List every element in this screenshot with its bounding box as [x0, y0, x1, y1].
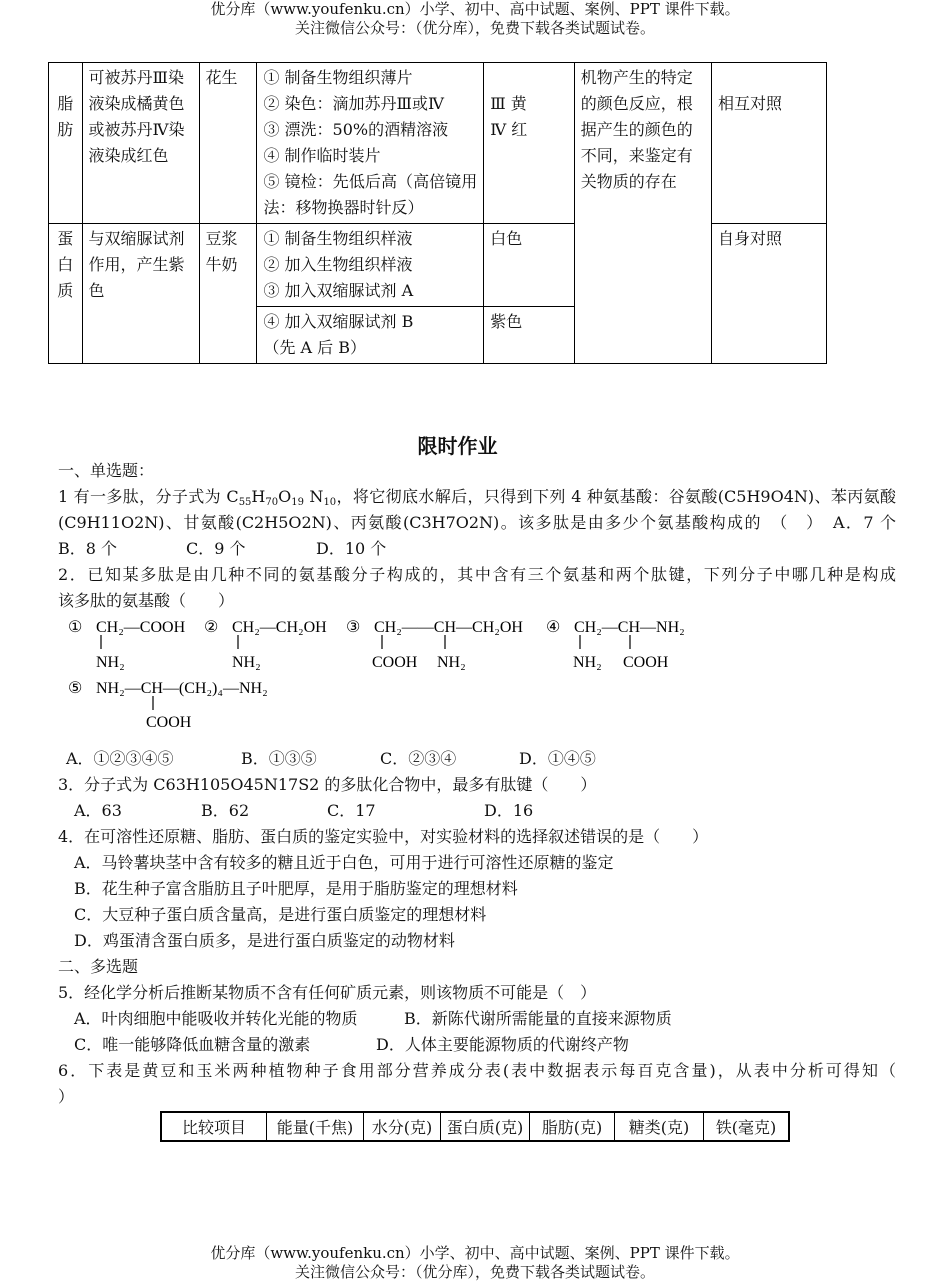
q4-text: 4．在可溶性还原糖、脂肪、蛋白质的鉴定实验中，对实验材料的选择叙述错误的是（ ）	[58, 827, 709, 846]
structure-1-bottom: NH₂	[96, 654, 125, 671]
footer-line-2: 关注微信公众号：（优分库），免费下载各类试题试卷。	[294, 1263, 655, 1281]
q3-text: 3．分子式为 C63H105O45N17S2 的多肽化合物中，最多有肽键（ ）	[58, 775, 597, 794]
structure-3-number: ③	[346, 619, 361, 636]
cell-fat-name: 脂肪	[49, 63, 83, 224]
homework-title: 限时作业	[417, 434, 498, 458]
cell-protein-material: 豆浆牛奶	[199, 224, 257, 364]
page-footer	[0, 1244, 950, 1282]
structure-4-bottom-right: COOH	[623, 654, 669, 671]
q4-option-a: A．马铃薯块茎中含有较多的糖且近于白色，可用于进行可溶性还原糖的鉴定	[74, 853, 614, 872]
footer-line-1: 优分库（www.youfenku.cn）小学、初中、高中试题、案例、PPT 课件下载。	[210, 1244, 740, 1262]
q1-line-1: 1 有一多肽，分子式为 $C_{55}H_{70}O_{19}$ $N_{10}$，将它彻底水解后，只得到下列 4 种氨基酸：谷氨酸(C5H9O4N)、苯丙氨酸	[58, 487, 896, 508]
structure-1-top: CH₂—COOH	[96, 619, 186, 636]
q5-options-row-2	[74, 1032, 912, 1058]
structure-3-bottom-left: COOH	[372, 654, 418, 671]
nutrition-header-fat: 脂肪(克)	[530, 1112, 615, 1141]
q5-options-row-1	[74, 1006, 912, 1032]
structure-5-number: ⑤	[68, 680, 83, 697]
nutrition-header-water: 水分(克)	[364, 1112, 441, 1141]
page-header	[0, 0, 950, 38]
table-row-fat	[49, 63, 827, 224]
q2-option-a: A．①②③④⑤	[66, 749, 174, 768]
q1-option-d: D．10 个	[316, 539, 387, 558]
q3-options	[74, 798, 912, 824]
q1-options	[58, 536, 896, 562]
section-single-choice: 一、单选题：	[58, 461, 155, 480]
cell-protein-reagent: 与双缩脲试剂作用，产生紫色	[82, 224, 199, 364]
cell-fat-control: 相互对照	[712, 63, 827, 224]
q2-option-d: D．①④⑤	[519, 749, 596, 768]
structure-2-bottom: NH₂	[232, 654, 261, 671]
structure-5-bottom: COOH	[146, 714, 192, 731]
structure-4-bottom-left: NH₂	[573, 654, 602, 671]
structure-1-number: ①	[68, 619, 83, 636]
q2-options	[66, 746, 904, 772]
q5-option-c: C．唯一能够降低血糖含量的激素	[74, 1035, 311, 1054]
q5-text: 5．经化学分析后推断某物质不含有任何矿质元素，则该物质不可能是（ ）	[58, 983, 597, 1002]
cell-fat-material: 花生	[199, 63, 257, 224]
header-line-2: 关注微信公众号：（优分库），免费下载各类试题试卷。	[294, 19, 655, 37]
structure-4-number: ④	[546, 619, 561, 636]
nutrition-header-sugar: 糖类(克)	[615, 1112, 704, 1141]
q6-line-1: 6．下表是黄豆和玉米两种植物种子食用部分营养成分表(表中数据表示每百克含量)，从表中分析可得知（	[58, 1061, 896, 1080]
q3-option-b: B．62	[201, 801, 250, 820]
cell-protein-control: 自身对照	[712, 224, 827, 364]
structure-5-top: NH₂—CH—(CH₂)₄—NH₂	[96, 680, 268, 697]
structure-3-top: CH₂——CH—CH₂OH	[374, 619, 523, 636]
amino-acid-structures	[60, 612, 720, 736]
cell-fat-reagent: 可被苏丹Ⅲ染液染成橘黄色或被苏丹Ⅳ染液染成红色	[82, 63, 199, 224]
q5-option-d: D．人体主要能源物质的代谢终产物	[376, 1035, 629, 1054]
q2-option-c: C．②③④	[380, 749, 457, 768]
q4-option-d: D．鸡蛋清含蛋白质多，是进行蛋白质鉴定的动物材料	[74, 931, 455, 950]
q5-option-a: A．叶肉细胞中能吸收并转化光能的物质	[74, 1009, 358, 1028]
nutrition-header-item: 比较项目	[161, 1112, 267, 1141]
header-line-1: 优分库（www.youfenku.cn）小学、初中、高中试题、案例、PPT 课件下载。	[210, 0, 740, 18]
q2-option-b: B．①③⑤	[241, 749, 317, 768]
cell-protein-steps-b: ④ 加入双缩脲试剂 B （先 A 后 B）	[257, 307, 484, 364]
experiment-table	[48, 62, 827, 364]
cell-fat-steps: ① 制备生物组织薄片 ② 染色：滴加苏丹Ⅲ或Ⅳ ③ 漂洗：50%的酒精溶液 ④ 制作临时装片 ⑤ 镜检：先低后高（高倍镜用法：移物换器时针反）	[257, 63, 484, 224]
q3-option-a: A．63	[74, 801, 122, 820]
cell-fat-color: Ⅲ 黄 Ⅳ 红	[484, 63, 575, 224]
q2-line-1: 2．已知某多肽是由几种不同的氨基酸分子构成的，其中含有三个氨基和两个肽键，下列分子中哪几种是构成	[58, 565, 896, 584]
q1-option-b: B．8 个	[58, 539, 118, 558]
structure-2-top: CH₂—CH₂OH	[232, 619, 327, 636]
q6-line-2: ）	[58, 1087, 75, 1106]
nutrition-header-protein: 蛋白质(克)	[441, 1112, 530, 1141]
structure-4-top: CH₂—CH—NH₂	[574, 619, 685, 636]
q4-option-b: B．花生种子富含脂肪且子叶肥厚，是用于脂肪鉴定的理想材料	[74, 879, 518, 898]
cell-protein-name: 蛋白质	[49, 224, 83, 364]
q4-option-c: C．大豆种子蛋白质含量高，是进行蛋白质鉴定的理想材料	[74, 905, 487, 924]
nutrition-header-energy: 能量(千焦)	[267, 1112, 364, 1141]
q1-option-c: C．9 个	[186, 539, 246, 558]
q3-option-c: C．17	[327, 801, 376, 820]
cell-protein-color-a: 白色	[484, 224, 575, 307]
structure-2-number: ②	[204, 619, 219, 636]
structure-3-bottom-right: NH₂	[437, 654, 466, 671]
nutrition-table	[160, 1111, 790, 1142]
q1-line-2: (C9H11O2N)、甘氨酸(C2H5O2N)、丙氨酸(C3H7O2N)。该多肽是由多少个氨基酸构成的 （ ） A．7 个	[58, 513, 896, 532]
nutrition-header-iron: 铁(毫克)	[704, 1112, 790, 1141]
nutrition-header-row	[161, 1112, 789, 1141]
cell-protein-color-b: 紫色	[484, 307, 575, 364]
q3-option-d: D．16	[484, 801, 534, 820]
q5-option-b: B．新陈代谢所需能量的直接来源物质	[404, 1009, 672, 1028]
section-multi-choice: 二、多选题	[58, 957, 139, 976]
cell-principle: 机物产生的特定的颜色反应，根据产生的颜色的不同，来鉴定有关物质的存在	[574, 63, 711, 364]
q2-line-2: 该多肽的氨基酸（ ）	[58, 591, 235, 610]
cell-protein-steps-a: ① 制备生物组织样液 ② 加入生物组织样液 ③ 加入双缩脲试剂 A	[257, 224, 484, 307]
